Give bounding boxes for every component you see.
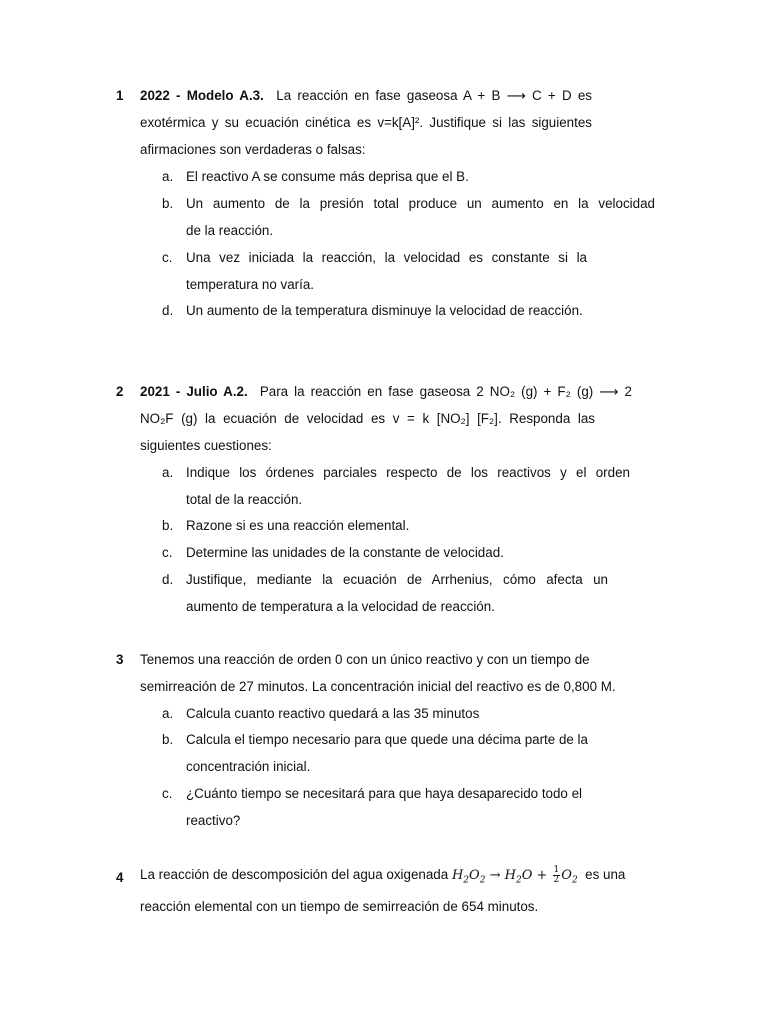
problem-text-line: exotérmica y su ecuación cinética es v=k[A]². Justifique si las siguientes [140,115,592,130]
item-text: Razone si es una reacción elemental. [186,518,410,533]
item-letter: a. [162,169,174,184]
item-letter: b. [162,518,174,533]
item-text: Una vez iniciada la reacción, la velocidad es constante si la [186,250,587,265]
item-text-continued: temperatura no varía. [186,277,315,292]
problem-text-line: NO₂F (g) la ecuación de velocidad es v = k [NO₂] [F₂]. Responda las [140,411,595,426]
problem-text-line [140,88,592,104]
item-text: El reactivo A se consume más deprisa que el B. [186,169,469,184]
problem-text: es una [585,867,626,882]
item-text: ¿Cuánto tiempo se necesitará para que haya desaparecido todo el [186,786,583,801]
item-letter: d. [162,303,174,318]
chemical-equation: $H_2O_2 \to H_2O$ + $\frac{1}{2}$ $O_2$ [451,865,578,886]
problem-text: La reacción en fase gaseosa A + B ⟶ C + D es [276,88,592,103]
item-text: Un aumento de la temperatura disminuye la velocidad de reacción. [186,303,583,318]
problem-text-line: Tenemos una reacción de orden 0 con un único reactivo y con un tiempo de [140,652,590,667]
problem-number: 2 [116,384,124,399]
item-letter: c. [162,250,173,265]
item-text: Justifique, mediante la ecuación de Arrhenius, cómo afecta un [186,572,608,587]
item-letter: a. [162,706,174,721]
problem-text-line: afirmaciones son verdaderas o falsas: [140,142,366,157]
problem-text-line [140,866,625,886]
fraction: $\frac{1}{2}$ [553,865,560,885]
item-text: Calcula el tiempo necesario para que quede una décima parte de la [186,732,588,747]
item-letter: c. [162,786,173,801]
item-text-continued: concentración inicial. [186,759,311,774]
item-text: Indique los órdenes parciales respecto de los reactivos y el orden [186,465,630,480]
problem-text: Para la reacción en fase gaseosa 2 NO₂ (g) + F₂ (g) ⟶ 2 [259,384,632,399]
problem-heading: 2021 - Julio A.2. [140,384,248,399]
item-letter: a. [162,465,174,480]
problem-text-line: reacción elemental con un tiempo de semirreación de 654 minutos. [140,899,539,914]
problem-number: 3 [116,652,124,667]
item-letter: b. [162,196,174,211]
item-text-continued: aumento de temperatura a la velocidad de reacción. [186,599,495,614]
item-text-continued: reactivo? [186,813,241,828]
item-text: Calcula cuanto reactivo quedará a las 35 minutos [186,706,480,721]
problem-number: 1 [116,88,124,103]
item-text: Un aumento de la presión total produce un aumento en la velocidad [186,196,655,211]
item-text-continued: de la reacción. [186,223,274,238]
item-letter: b. [162,732,174,747]
problem-number: 4 [116,870,124,885]
item-text: Determine las unidades de la constante de velocidad. [186,545,504,560]
item-text-continued: total de la reacción. [186,492,303,507]
item-letter: d. [162,572,174,587]
problem-text-line: semirreación de 27 minutos. La concentración inicial del reactivo es de 0,800 M. [140,679,616,694]
problem-heading: 2022 - Modelo A.3. [140,88,264,103]
problem-text: La reacción de descomposición del agua oxigenada [140,867,449,882]
item-letter: c. [162,545,173,560]
problem-text-line [140,384,632,400]
problem-text-line: siguientes cuestiones: [140,438,272,453]
